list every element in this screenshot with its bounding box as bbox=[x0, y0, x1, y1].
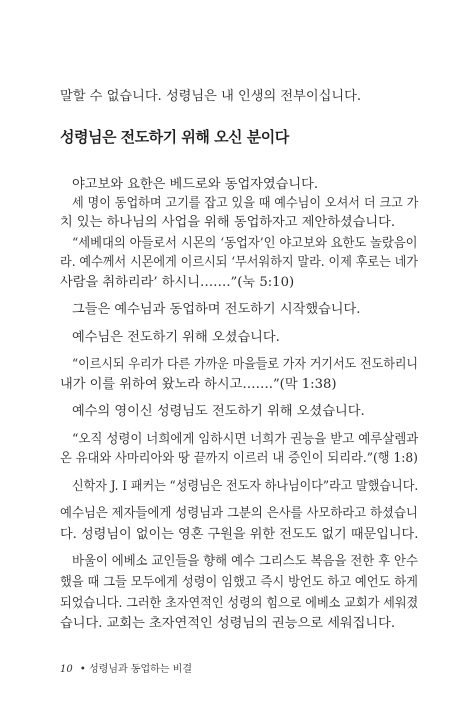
text-line: 내가 이를 위하여 왔노라 하시고…….”(막 1:38) bbox=[60, 377, 337, 392]
text-line: 신학자 J. I 패커는 “성령님은 전도자 하나님이다”라고 말했습니다. bbox=[72, 479, 419, 494]
text-line: 습니다. 교회는 초자연적인 성령님의 권능으로 세워집니다. bbox=[60, 616, 396, 631]
running-title: 성령님과 동업하는 비결 bbox=[89, 664, 192, 675]
text-line: “오직 성령이 너희에게 임하시면 너희가 권능을 받고 예루살렘과 bbox=[72, 432, 419, 447]
text-line: “세베대의 아들로서 시몬의 ‘동업자’인 야고보와 요한도 놀랐음이 bbox=[72, 236, 418, 251]
text-line: 사람을 취하리라’ 하시니…….”(눅 5:10) bbox=[60, 275, 295, 290]
text-line: 예수님은 제자들에게 성령님과 그분의 은사를 사모하라고 하셨습니 bbox=[60, 506, 418, 521]
text-line: 되었습니다. 그러한 초자연적인 성령의 힘으로 에베소 교회가 세워졌 bbox=[60, 596, 419, 611]
text-line: 그들은 예수님과 동업하며 전도하기 시작했습니다. bbox=[72, 302, 361, 317]
text-line: 예수의 영이신 성령님도 전도하기 위해 오셨습니다. bbox=[72, 404, 365, 419]
top-line: 말할 수 없습니다. 성령님은 내 인생의 전부이십니다. bbox=[60, 89, 362, 104]
text-line: 바울이 에베소 교인들을 향해 예수 그리스도 복음을 전한 후 안수 bbox=[72, 554, 418, 569]
text-line: “이르시되 우리가 다른 가까운 마을들로 가자 거기서도 전도하리니 bbox=[72, 357, 419, 372]
text-line: 온 유대와 사마리아와 땅 끝까지 이르러 내 증인이 되리라.”(행 1:8) bbox=[60, 451, 418, 466]
text-line: 세 명이 동업하며 고기를 잡고 있을 때 예수님이 오셔서 더 크고 가 bbox=[72, 196, 419, 211]
text-line: 다. 성령님이 없이는 영혼 구원을 위한 전도도 없기 때문입니다. bbox=[60, 527, 419, 542]
text-line: 라. 예수께서 시몬에게 이르시되 ‘무서워하지 말라. 이제 후로는 네가 bbox=[60, 255, 419, 270]
section-heading: 성령님은 전도하기 위해 오신 분이다 bbox=[60, 128, 289, 146]
page-footer bbox=[60, 660, 192, 675]
text-line: 예수님은 전도하기 위해 오셨습니다. bbox=[72, 330, 280, 345]
text-line: 치 있는 하나님의 사업을 위해 동업하자고 제안하셨습니다. bbox=[60, 215, 396, 230]
text-line: 했을 때 그들 모두에게 성령이 임했고 즉시 방언도 하고 예언도 하게 bbox=[60, 575, 418, 590]
footer-separator: • bbox=[79, 664, 86, 675]
text-line: 야고보와 요한은 베드로와 동업자였습니다. bbox=[72, 177, 319, 192]
page-number: 10 bbox=[60, 664, 73, 675]
